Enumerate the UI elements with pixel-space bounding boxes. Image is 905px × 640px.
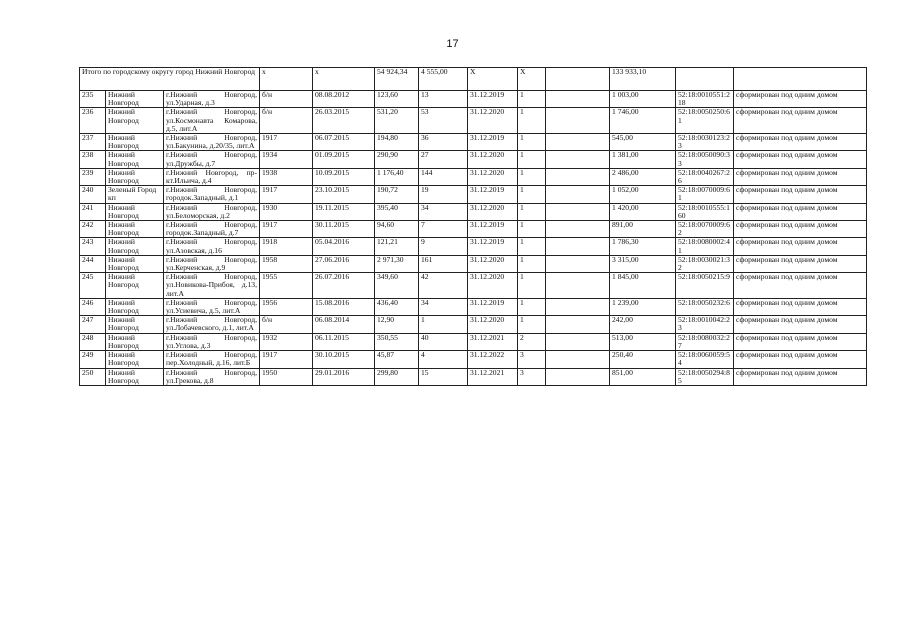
table-row	[80, 168, 867, 185]
cadastre-number-cell: 52:18:0080002:41	[676, 238, 734, 255]
recognition-date-cell: 08.08.2012	[313, 91, 375, 108]
blank-cell	[546, 368, 610, 385]
amount-cell: 1 003,00	[610, 91, 676, 108]
cadastre-number-cell: 52:18:0050090:33	[676, 151, 734, 168]
note-cell: сформирован под одним домом	[734, 255, 867, 272]
stage-cell: 1	[518, 151, 546, 168]
deadline-cell: 31.12.2020	[468, 168, 518, 185]
row-number-cell: 245	[80, 273, 106, 299]
table-row	[80, 186, 867, 203]
address-cell: г.Нижний Новгород, пер.Холодный, д.16, лит.Б	[164, 351, 260, 368]
note-cell: сформирован под одним домом	[734, 186, 867, 203]
address-cell: г.Нижний Новгород, ул.Керченская, д.9	[164, 255, 260, 272]
summary-row	[80, 68, 867, 91]
address-cell: г.Нижний Новгород, ул.Ударная, д.3	[164, 91, 260, 108]
residents-cell: 15	[419, 368, 468, 385]
settlement-cell: Нижний Новгород	[106, 151, 164, 168]
area-cell: 2 971,30	[375, 255, 419, 272]
settlement-cell: Нижний Новгород	[106, 368, 164, 385]
settlement-cell: Нижний Новгород	[106, 203, 164, 220]
note-cell: сформирован под одним домом	[734, 238, 867, 255]
area-cell: 45,87	[375, 351, 419, 368]
summary-cell	[676, 68, 734, 91]
note-cell: сформирован под одним домом	[734, 298, 867, 315]
recognition-date-cell: 29.01.2016	[313, 368, 375, 385]
blank-cell	[546, 316, 610, 333]
cadastre-number-cell: 52:18:0040267:26	[676, 168, 734, 185]
settlement-cell: Нижний Новгород	[106, 351, 164, 368]
cadastre-number-cell: 52:18:0070009:61	[676, 186, 734, 203]
residents-cell: 34	[419, 203, 468, 220]
deadline-cell: 31.12.2021	[468, 368, 518, 385]
blank-cell	[546, 108, 610, 134]
build-year-cell: 1950	[260, 368, 313, 385]
build-year-cell: 1918	[260, 238, 313, 255]
blank-cell	[546, 351, 610, 368]
recognition-date-cell: 26.07.2016	[313, 273, 375, 299]
address-cell: г.Нижний Новгород, ул.Усиевича, д.5, лит.А	[164, 298, 260, 315]
recognition-date-cell: 26.03.2015	[313, 108, 375, 134]
table-row	[80, 203, 867, 220]
residents-cell: 13	[419, 91, 468, 108]
recognition-date-cell: 06.07.2015	[313, 134, 375, 151]
area-cell: 395,40	[375, 203, 419, 220]
note-cell: сформирован под одним домом	[734, 273, 867, 299]
amount-cell: 1 239,00	[610, 298, 676, 315]
cadastre-number-cell: 52:18:0070009:62	[676, 221, 734, 238]
build-year-cell: 1917	[260, 221, 313, 238]
note-cell: сформирован под одним домом	[734, 91, 867, 108]
blank-cell	[546, 186, 610, 203]
blank-cell	[546, 91, 610, 108]
area-cell: 350,55	[375, 333, 419, 350]
address-cell: г.Нижний Новгород, ул.Азовская, д.16	[164, 238, 260, 255]
recognition-date-cell: 15.08.2016	[313, 298, 375, 315]
deadline-cell: 31.12.2020	[468, 203, 518, 220]
blank-cell	[546, 203, 610, 220]
stage-cell: 1	[518, 203, 546, 220]
build-year-cell: 1930	[260, 203, 313, 220]
build-year-cell: 1917	[260, 134, 313, 151]
row-number-cell: 238	[80, 151, 106, 168]
row-number-cell: 242	[80, 221, 106, 238]
build-year-cell: 1938	[260, 168, 313, 185]
settlement-cell: Нижний Новгород	[106, 91, 164, 108]
residents-cell: 19	[419, 186, 468, 203]
page-number: 17	[446, 38, 459, 50]
build-year-cell: 1917	[260, 186, 313, 203]
recognition-date-cell: 27.06.2016	[313, 255, 375, 272]
amount-cell: 545,00	[610, 134, 676, 151]
note-cell: сформирован под одним домом	[734, 108, 867, 134]
deadline-cell: 31.12.2019	[468, 298, 518, 315]
area-cell: 194,80	[375, 134, 419, 151]
table-row	[80, 351, 867, 368]
amount-cell: 1 381,00	[610, 151, 676, 168]
recognition-date-cell: 30.11.2015	[313, 221, 375, 238]
amount-cell: 250,40	[610, 351, 676, 368]
amount-cell: 513,00	[610, 333, 676, 350]
table-row	[80, 91, 867, 108]
residents-cell: 9	[419, 238, 468, 255]
settlement-cell: Нижний Новгород	[106, 333, 164, 350]
amount-cell: 3 315,00	[610, 255, 676, 272]
amount-cell: 1 746,00	[610, 108, 676, 134]
residents-cell: 42	[419, 273, 468, 299]
address-cell: г.Нижний Новгород, ул.Беломорская, д.2	[164, 203, 260, 220]
housing-registry-table	[79, 67, 867, 386]
recognition-date-cell: 19.11.2015	[313, 203, 375, 220]
note-cell: сформирован под одним домом	[734, 221, 867, 238]
build-year-cell: б/н	[260, 91, 313, 108]
amount-cell: 851,00	[610, 368, 676, 385]
stage-cell: 1	[518, 255, 546, 272]
area-cell: 121,21	[375, 238, 419, 255]
cadastre-number-cell: 52:18:0010042:23	[676, 316, 734, 333]
blank-cell	[546, 298, 610, 315]
address-cell: г.Нижний Новгород, ул.Бакунина, д.20/35, лит.А	[164, 134, 260, 151]
blank-cell	[546, 134, 610, 151]
note-cell: сформирован под одним домом	[734, 203, 867, 220]
note-cell: сформирован под одним домом	[734, 368, 867, 385]
summary-cell: Х	[518, 68, 546, 91]
table-row	[80, 368, 867, 385]
stage-cell: 1	[518, 316, 546, 333]
table-row	[80, 108, 867, 134]
row-number-cell: 247	[80, 316, 106, 333]
recognition-date-cell: 10.09.2015	[313, 168, 375, 185]
residents-cell: 7	[419, 221, 468, 238]
stage-cell: 1	[518, 186, 546, 203]
stage-cell: 2	[518, 333, 546, 350]
table-row	[80, 333, 867, 350]
build-year-cell: 1958	[260, 255, 313, 272]
deadline-cell: 31.12.2021	[468, 333, 518, 350]
table-row	[80, 151, 867, 168]
residents-cell: 53	[419, 108, 468, 134]
recognition-date-cell: 05.04.2016	[313, 238, 375, 255]
summary-cell	[734, 68, 867, 91]
address-cell: г.Нижний Новгород, городок.Западный, д.7	[164, 221, 260, 238]
build-year-cell: 1955	[260, 273, 313, 299]
blank-cell	[546, 238, 610, 255]
deadline-cell: 31.12.2020	[468, 316, 518, 333]
stage-cell: 1	[518, 221, 546, 238]
summary-cell	[546, 68, 610, 91]
row-number-cell: 240	[80, 186, 106, 203]
deadline-cell: 31.12.2019	[468, 91, 518, 108]
settlement-cell: Зеленый Город кп	[106, 186, 164, 203]
stage-cell: 1	[518, 298, 546, 315]
area-cell: 123,60	[375, 91, 419, 108]
address-cell: г.Нижний Новгород, ул.Грекова, д.8	[164, 368, 260, 385]
amount-cell: 1 420,00	[610, 203, 676, 220]
note-cell: сформирован под одним домом	[734, 168, 867, 185]
settlement-cell: Нижний Новгород	[106, 108, 164, 134]
cadastre-number-cell: 52:18:0010551:218	[676, 91, 734, 108]
address-cell: г.Нижний Новгород, ул.Лобачевского, д.1, лит.А	[164, 316, 260, 333]
recognition-date-cell: 01.09.2015	[313, 151, 375, 168]
row-number-cell: 244	[80, 255, 106, 272]
amount-cell: 1 786,30	[610, 238, 676, 255]
area-cell: 190,72	[375, 186, 419, 203]
summary-cell: Х	[468, 68, 518, 91]
residents-cell: 40	[419, 333, 468, 350]
note-cell: сформирован под одним домом	[734, 333, 867, 350]
blank-cell	[546, 221, 610, 238]
cadastre-number-cell: 52:18:0030123:23	[676, 134, 734, 151]
blank-cell	[546, 255, 610, 272]
amount-cell: 891,00	[610, 221, 676, 238]
residents-cell: 34	[419, 298, 468, 315]
deadline-cell: 31.12.2019	[468, 238, 518, 255]
area-cell: 436,40	[375, 298, 419, 315]
area-cell: 1 176,40	[375, 168, 419, 185]
cadastre-number-cell: 52:18:0060059:54	[676, 351, 734, 368]
deadline-cell: 31.12.2019	[468, 221, 518, 238]
area-cell: 531,20	[375, 108, 419, 134]
address-cell: г.Нижний Новгород, городок.Западный, д.1	[164, 186, 260, 203]
build-year-cell: 1932	[260, 333, 313, 350]
note-cell: сформирован под одним домом	[734, 134, 867, 151]
deadline-cell: 31.12.2020	[468, 151, 518, 168]
address-cell: г.Нижний Новгород, ул.Космонавта Комарова, д.5, лит.А	[164, 108, 260, 134]
cadastre-number-cell: 52:18:0030021:32	[676, 255, 734, 272]
cadastre-number-cell: 52:18:0050294:85	[676, 368, 734, 385]
blank-cell	[546, 151, 610, 168]
amount-cell: 2 486,00	[610, 168, 676, 185]
settlement-cell: Нижний Новгород	[106, 298, 164, 315]
residents-cell: 27	[419, 151, 468, 168]
summary-cell: х	[313, 68, 375, 91]
row-number-cell: 243	[80, 238, 106, 255]
stage-cell: 1	[518, 134, 546, 151]
summary-cell: 133 933,10	[610, 68, 676, 91]
residents-cell: 36	[419, 134, 468, 151]
area-cell: 349,60	[375, 273, 419, 299]
deadline-cell: 31.12.2020	[468, 108, 518, 134]
summary-label: Итого по городскому округу город Нижний Новгород	[80, 68, 260, 91]
build-year-cell: 1917	[260, 351, 313, 368]
settlement-cell: Нижний Новгород	[106, 316, 164, 333]
row-number-cell: 237	[80, 134, 106, 151]
deadline-cell: 31.12.2020	[468, 273, 518, 299]
settlement-cell: Нижний Новгород	[106, 255, 164, 272]
deadline-cell: 31.12.2019	[468, 134, 518, 151]
area-cell: 290,90	[375, 151, 419, 168]
stage-cell: 3	[518, 368, 546, 385]
area-cell: 299,80	[375, 368, 419, 385]
settlement-cell: Нижний Новгород	[106, 168, 164, 185]
table-row	[80, 134, 867, 151]
table-row	[80, 298, 867, 315]
cadastre-number-cell: 52:18:0050250:61	[676, 108, 734, 134]
cadastre-number-cell: 52:18:0050215:9	[676, 273, 734, 299]
blank-cell	[546, 168, 610, 185]
amount-cell: 1 845,00	[610, 273, 676, 299]
build-year-cell: б/н	[260, 108, 313, 134]
settlement-cell: Нижний Новгород	[106, 273, 164, 299]
build-year-cell: 1956	[260, 298, 313, 315]
residents-cell: 144	[419, 168, 468, 185]
table-row	[80, 316, 867, 333]
row-number-cell: 236	[80, 108, 106, 134]
cadastre-number-cell: 52:18:0050232:6	[676, 298, 734, 315]
recognition-date-cell: 23.10.2015	[313, 186, 375, 203]
address-cell: г.Нижний Новгород, ул.Дружбы, д.7	[164, 151, 260, 168]
build-year-cell: 1934	[260, 151, 313, 168]
deadline-cell: 31.12.2020	[468, 255, 518, 272]
recognition-date-cell: 06.08.2014	[313, 316, 375, 333]
residents-cell: 161	[419, 255, 468, 272]
settlement-cell: Нижний Новгород	[106, 134, 164, 151]
stage-cell: 3	[518, 351, 546, 368]
row-number-cell: 250	[80, 368, 106, 385]
address-cell: г.Нижний Новгород, ул.Углова, д.3	[164, 333, 260, 350]
stage-cell: 1	[518, 273, 546, 299]
residents-cell: 4	[419, 351, 468, 368]
build-year-cell: б/н	[260, 316, 313, 333]
blank-cell	[546, 333, 610, 350]
stage-cell: 1	[518, 91, 546, 108]
table-row	[80, 273, 867, 299]
summary-cell: 4 555,00	[419, 68, 468, 91]
row-number-cell: 249	[80, 351, 106, 368]
amount-cell: 1 052,00	[610, 186, 676, 203]
note-cell: сформирован под одним домом	[734, 351, 867, 368]
stage-cell: 1	[518, 168, 546, 185]
table-row	[80, 255, 867, 272]
area-cell: 94,60	[375, 221, 419, 238]
row-number-cell: 239	[80, 168, 106, 185]
address-cell: г.Нижний Новгород, ул.Новикова-Прибоя, д.13, лит.А	[164, 273, 260, 299]
note-cell: сформирован под одним домом	[734, 151, 867, 168]
cadastre-number-cell: 52:18:0080032:27	[676, 333, 734, 350]
stage-cell: 1	[518, 108, 546, 134]
amount-cell: 242,00	[610, 316, 676, 333]
recognition-date-cell: 06.11.2015	[313, 333, 375, 350]
cadastre-number-cell: 52:18:0010555:160	[676, 203, 734, 220]
deadline-cell: 31.12.2022	[468, 351, 518, 368]
row-number-cell: 241	[80, 203, 106, 220]
area-cell: 12,90	[375, 316, 419, 333]
summary-cell: 54 924,34	[375, 68, 419, 91]
row-number-cell: 248	[80, 333, 106, 350]
settlement-cell: Нижний Новгород	[106, 221, 164, 238]
deadline-cell: 31.12.2019	[468, 186, 518, 203]
note-cell: сформирован под одним домом	[734, 316, 867, 333]
recognition-date-cell: 30.10.2015	[313, 351, 375, 368]
table-row	[80, 221, 867, 238]
row-number-cell: 235	[80, 91, 106, 108]
summary-cell: х	[260, 68, 313, 91]
blank-cell	[546, 273, 610, 299]
address-cell: г.Нижний Новгород, пр-кт.Ильича, д.4	[164, 168, 260, 185]
residents-cell: 1	[419, 316, 468, 333]
stage-cell: 1	[518, 238, 546, 255]
row-number-cell: 246	[80, 298, 106, 315]
settlement-cell: Нижний Новгород	[106, 238, 164, 255]
table-row	[80, 238, 867, 255]
